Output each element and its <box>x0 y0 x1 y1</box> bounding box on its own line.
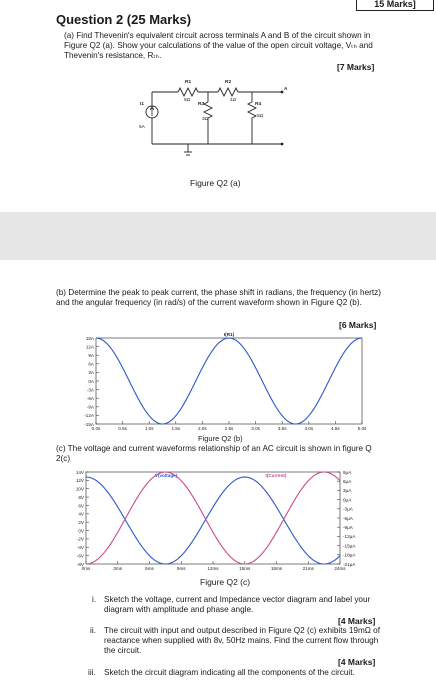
y-tick-label: 9A <box>88 353 94 358</box>
task-iii-text: Sketch the circuit diagram indicating all the components of the circuit. <box>104 668 355 677</box>
source-value: 5A <box>139 125 145 130</box>
resistor-r1 <box>178 88 198 96</box>
y-tick-label: -6A <box>86 396 94 401</box>
part-a-marks: [7 Marks] <box>337 62 375 72</box>
x-tick-label: 2.5s <box>224 426 234 431</box>
x-tick-label: 0.5s <box>118 426 127 431</box>
x-tick-label: 1.0s <box>144 426 154 431</box>
x-tick-label: 3.5s <box>277 426 287 431</box>
y-left-tick-label: -4V <box>76 545 84 551</box>
figure-q2a-caption: Figure Q2 (a) <box>190 178 241 188</box>
y-left-tick-label: 8V <box>78 494 84 500</box>
source-name-label: I1 <box>140 102 145 107</box>
part-c-text: (c) The voltage and current waveforms relationship of an AC circuit is shown in figure Q 2(c) <box>56 444 372 463</box>
y-left-tick-label: 0V <box>78 528 84 534</box>
y-right-tick-label: -3μA <box>343 506 353 512</box>
part-a-text: (a) Find Thevenin's equivalent circuit across terminals A and B of the circuit shown in Figure Q2 (a). Show your calculations of the value of the open circuit voltage, Vₜₕ and Thevenin's resistance, Rₜₕ. <box>64 31 373 60</box>
x-tick-label: 18ms <box>270 566 283 571</box>
figure-q2c-caption: Figure Q2 (c) <box>200 577 251 587</box>
y-tick-label: -12A <box>84 413 94 419</box>
terminal-a-label: A <box>284 87 288 92</box>
figure-q2c-chart <box>58 464 368 574</box>
y-right-tick-label: -18μA <box>343 552 356 558</box>
x-tick-label: 4.5s <box>331 426 340 431</box>
r2-value: 4Ω <box>230 98 237 103</box>
task-i-marks: [4 Marks] <box>338 616 376 626</box>
x-tick-label: 9ms <box>176 566 186 571</box>
y-tick-label: 6A <box>88 361 94 367</box>
x-tick-label: 21ms <box>302 566 314 571</box>
terminal-b <box>281 143 284 146</box>
y-left-tick-label: -2V <box>76 536 84 542</box>
x-tick-label: 4.0s <box>304 426 314 431</box>
figure-q2b-caption: Figure Q2 (b) <box>198 434 243 443</box>
r1-label: R1 <box>185 80 192 85</box>
page-2 <box>0 260 436 700</box>
task-ii-num: ii. <box>90 626 96 635</box>
y-right-tick-label: 3μA <box>343 488 352 494</box>
resistor-r2 <box>218 88 238 96</box>
y-left-tick-label: 10V <box>75 486 84 492</box>
y-right-tick-label: -9μA <box>343 525 353 530</box>
x-tick-label: 0.0s <box>91 426 101 431</box>
y-right-tick-label: 6μA <box>343 479 352 484</box>
task-i-text: Sketch the voltage, current and Impedance vector diagram and label your diagram with amplitude and phase angle. <box>104 595 371 614</box>
y-left-tick-label: 2V <box>78 519 84 525</box>
y-tick-label: 15A <box>85 335 94 341</box>
y-tick-label: -15A <box>84 421 94 427</box>
r4-value: 5Ω <box>257 114 264 119</box>
y-left-tick-label: -8V <box>76 561 84 567</box>
r3-label: R3 <box>198 102 205 107</box>
x-tick-label: 24ms <box>334 566 346 571</box>
y-tick-label: -9A <box>86 404 94 410</box>
y-tick-label: 0A <box>88 378 94 384</box>
y-tick-label: 3A <box>88 370 94 376</box>
y-left-tick-label: 12V <box>75 478 84 484</box>
task-ii-text: The circuit with input and output described in Figure Q2 (c) exhibits 19mΩ of reactance when supplied with 8v, 50Hz mains. Find the current flow through the circuit. <box>104 626 380 655</box>
page-1 <box>0 0 436 212</box>
x-tick-label: 5.0s <box>357 426 367 431</box>
y-left-tick-label: 14V <box>75 469 84 475</box>
x-tick-label: 6ms <box>145 566 154 571</box>
y-left-tick-label: 4V <box>78 511 84 517</box>
x-tick-label: 3.0s <box>251 426 260 431</box>
task-ii-marks: [4 Marks] <box>338 657 376 667</box>
y-right-tick-label: -15μA <box>343 543 356 549</box>
x-tick-label: 0ms <box>81 566 91 571</box>
current-waveform <box>96 338 362 424</box>
series-label: I(R1) <box>223 332 235 337</box>
y-tick-label: -3A <box>86 387 94 393</box>
figure-q2b-chart <box>72 328 372 438</box>
y-tick-label: 12A <box>85 344 94 350</box>
page-separator <box>0 212 436 260</box>
legend-current: I(Current) <box>265 473 287 478</box>
resistor-r3 <box>204 102 212 118</box>
terminal-a <box>281 91 284 94</box>
y-right-tick-label: -21μA <box>343 561 356 567</box>
x-tick-label: 12ms <box>207 566 219 571</box>
y-right-tick-label: 9μA <box>343 469 352 475</box>
legend-voltage: V(voltage) <box>154 473 178 478</box>
part-b-text: (b) Determine the peak to peak current, the phase shift in radians, the frequency (in hertz) and the angular frequency (in rad/s) of the current waveform shown in Figure Q2 (b). <box>56 288 381 307</box>
question-title: Question 2 (25 Marks) <box>56 12 192 27</box>
y-right-tick-label: -6μA <box>343 515 353 521</box>
y-right-tick-label: 0μA <box>343 497 352 503</box>
x-tick-label: 2.0s <box>198 426 207 431</box>
y-left-tick-label: 6V <box>78 503 84 509</box>
x-tick-label: 1.5s <box>171 426 181 431</box>
plot-frame <box>96 338 362 424</box>
r1-value: 5Ω <box>184 98 191 103</box>
marks-box: 15 Marks] <box>356 0 434 11</box>
r3-value: 3Ω <box>202 117 209 122</box>
part-b-marks: [6 Marks] <box>339 320 377 330</box>
task-i-num: i. <box>92 595 97 604</box>
y-left-tick-label: -6V <box>76 553 84 559</box>
r4-label: R4 <box>255 102 262 107</box>
y-right-tick-label: -12μA <box>343 534 356 540</box>
circuit-diagram <box>130 72 310 164</box>
task-iii-num: iii. <box>88 668 96 677</box>
x-tick-label: 15ms <box>239 566 251 571</box>
x-tick-label: 3ms <box>113 566 123 571</box>
r2-label: R2 <box>225 80 232 85</box>
